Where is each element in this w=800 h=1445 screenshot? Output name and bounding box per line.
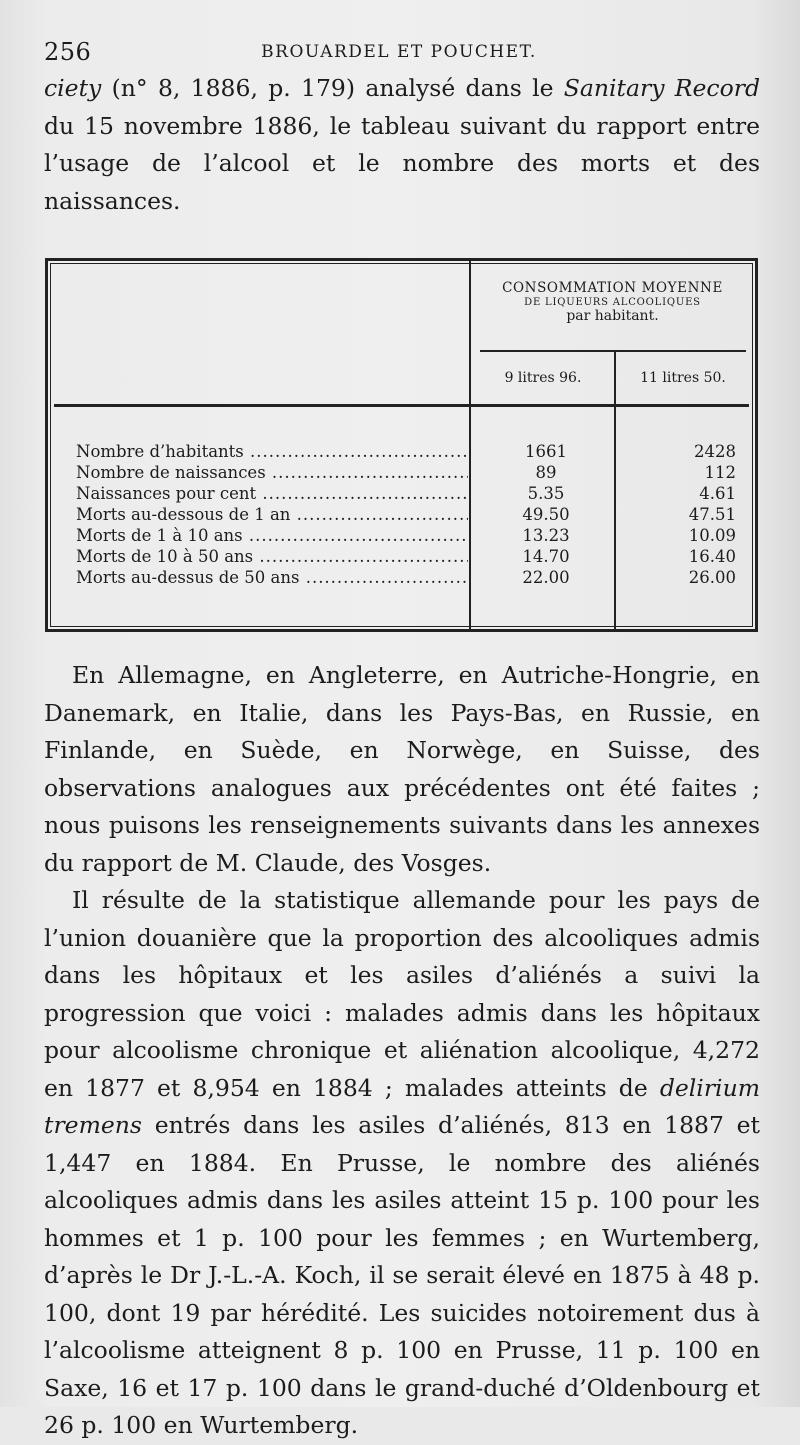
table-row bbox=[76, 441, 748, 462]
row-value-col2: 10.09 bbox=[688, 526, 736, 545]
table-subheader-rule bbox=[480, 350, 746, 352]
running-title: BROUARDEL ET POUCHET. bbox=[261, 42, 537, 62]
intro-text-1: (n° 8, 1886, p. 179) analysé dans le bbox=[101, 74, 564, 102]
column-header-2: 11 litres 50. bbox=[640, 370, 726, 386]
row-label: Morts de 1 à 10 ans ..... bbox=[76, 525, 468, 546]
row-label: Nombre d’habitants ..... bbox=[76, 441, 468, 462]
table-row bbox=[76, 483, 748, 504]
row-value-col2: 4.61 bbox=[699, 484, 736, 503]
table-row bbox=[76, 462, 748, 483]
row-value-col2: 2428 bbox=[694, 442, 736, 461]
row-label: Morts au-dessus de 50 ans ..... bbox=[76, 567, 468, 588]
row-label: Morts au-dessous de 1 an ..... bbox=[76, 504, 468, 525]
row-value-col1: 1661 bbox=[525, 442, 567, 461]
table-title-line3: par habitant. bbox=[566, 308, 659, 325]
intro-italic-sanitary-record: Sanitary Record bbox=[563, 74, 760, 102]
row-value-col2: 112 bbox=[704, 463, 736, 482]
row-value-col1: 22.00 bbox=[522, 568, 570, 587]
table-title-line1: CONSOMMATION MOYENNE bbox=[502, 280, 723, 296]
intro-paragraph-block bbox=[44, 70, 760, 220]
row-label: Morts de 10 à 50 ans ..... bbox=[76, 546, 468, 567]
table-title-line2: DE LIQUEURS ALCOOLIQUES bbox=[524, 296, 701, 308]
paragraph-observations: En Allemagne, en Angleterre, en Autriche-Hongrie, en Danemark, en Italie, dans les Pays-Bas, en Russie, en Finlande, en Suède, en Norwège, en Suisse, des observations analogues aux précédentes ont été faites ; nous puisons les renseignements suivants dans les annexes du rapport de M. Claude, des Vosges. bbox=[44, 661, 760, 877]
row-value-col2: 16.40 bbox=[688, 547, 736, 566]
intro-text-2: du 15 novembre 1886, le tableau suivant du rapport entre l’usage de l’alcool et le nombre des morts et des naissances. bbox=[44, 111, 760, 215]
table-row bbox=[76, 525, 748, 546]
table-header-title bbox=[473, 281, 752, 324]
row-value-col2: 47.51 bbox=[688, 505, 736, 524]
row-value-col1: 89 bbox=[535, 463, 557, 482]
row-label: Nombre de naissances ..... bbox=[76, 462, 468, 483]
stats-italic-delirium: delirium tremens bbox=[44, 1073, 760, 1139]
body-text-block bbox=[44, 657, 760, 1445]
table-row bbox=[76, 567, 748, 588]
table-row bbox=[76, 504, 748, 525]
intro-paragraph bbox=[44, 70, 760, 220]
intro-italic-ciety: ciety bbox=[44, 74, 102, 102]
row-value-col1: 14.70 bbox=[522, 547, 570, 566]
table-row bbox=[76, 546, 748, 567]
row-value-col1: 49.50 bbox=[522, 505, 570, 524]
stats-text-1: Il résulte de la statistique allemande pour les pays de l’union douanière que la proportion des alcooliques admis dans les hôpitaux et les asiles d’aliénés a suivi la progression que voici : malades admis dans les hôpitaux pour alcoolisme chronique et aliénation alcoolique, 4,272 en 1877 et 8,954 en 1884 ; malades atteints de bbox=[44, 886, 760, 1102]
page-header bbox=[44, 38, 754, 68]
table-header-rule bbox=[54, 404, 749, 407]
row-value-col1: 13.23 bbox=[522, 526, 570, 545]
row-value-col1: 5.35 bbox=[527, 484, 565, 503]
page-number: 256 bbox=[44, 38, 92, 66]
statistics-table bbox=[45, 258, 758, 632]
paragraph-statistics bbox=[44, 882, 760, 1445]
stats-text-2: entrés dans les asiles d’aliénés, 813 en 1887 et 1,447 en 1884. En Prusse, le nombre des aliénés alcooliques admis dans les asiles atteint 15 p. 100 pour les hommes et 1 p. 100 pour les femmes ; en Wurtemberg, d’après le Dr J.-L.-A. Koch, il se serait élevé en 1875 à 48 p. 100, dont 19 par hérédité. Les suicides notoirement dus à l’alcoolisme atteignent 8 p. 100 en Prusse, 11 p. 100 en Saxe, 16 et 17 p. 100 dans le grand-duché d’Oldenbourg et 26 p. 100 en Wurtemberg. bbox=[44, 1111, 760, 1439]
row-label: Naissances pour cent ..... bbox=[76, 483, 468, 504]
row-value-col2: 26.00 bbox=[688, 568, 736, 587]
column-header-1: 9 litres 96. bbox=[504, 370, 582, 386]
